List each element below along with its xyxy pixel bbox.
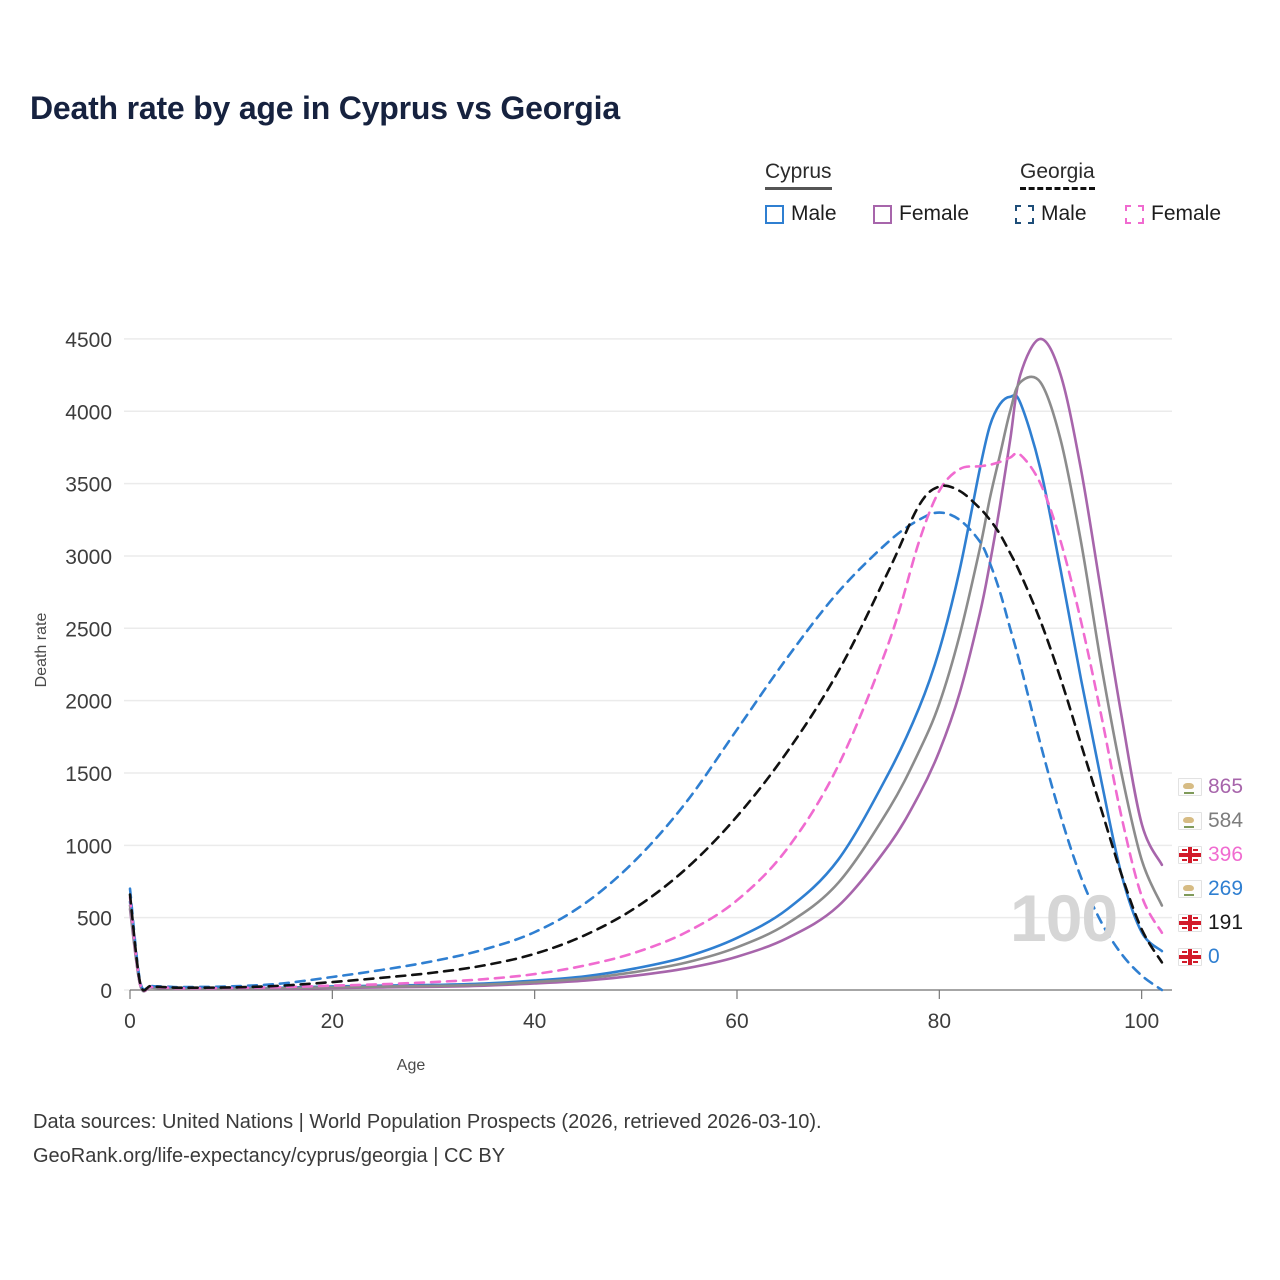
x-tick-label: 60 [725, 1010, 749, 1033]
chart-legend [740, 160, 1260, 245]
legend-item-cyprus-male[interactable] [765, 202, 837, 226]
y-tick-label: 4000 [65, 401, 112, 425]
footer-attribution: GeoRank.org/life-expectancy/cyprus/georgia | CC BY [33, 1145, 506, 1167]
y-axis-label: Death rate [33, 612, 50, 688]
end-label-georgia-total [1178, 911, 1243, 935]
series-line-georgia-combined [130, 486, 1162, 991]
cyprus-flag-icon [1178, 812, 1202, 830]
legend-label-georgia-male: Male [1041, 202, 1087, 225]
end-label-georgia-female [1178, 843, 1243, 867]
y-tick-label: 3000 [65, 545, 112, 569]
end-value-georgia-female: 396 [1208, 843, 1244, 866]
end-label-cyprus-total [1178, 809, 1243, 833]
legend-item-cyprus-female[interactable] [873, 202, 969, 226]
watermark: 100 [1010, 881, 1118, 955]
legend-label-cyprus-female: Female [899, 202, 970, 225]
end-label-georgia-male [1178, 945, 1220, 969]
georgia-flag-icon [1178, 948, 1202, 966]
legend-swatch-georgia-female [1125, 205, 1144, 224]
legend-label-georgia-female: Female [1151, 202, 1222, 225]
x-axis-label: Age [396, 1057, 426, 1074]
y-tick-label: 2000 [65, 690, 112, 714]
end-label-cyprus-male [1178, 877, 1243, 901]
legend-swatch-cyprus-male [765, 205, 784, 224]
end-value-cyprus-female: 865 [1208, 775, 1244, 798]
end-value-georgia-male: 0 [1208, 945, 1220, 968]
y-tick-label: 1500 [65, 762, 112, 786]
x-tick-label: 100 [1124, 1010, 1160, 1033]
georgia-flag-icon [1178, 846, 1202, 864]
y-tick-label: 4500 [65, 328, 112, 352]
end-value-cyprus-male: 269 [1208, 877, 1244, 900]
series-line-cyprus-combined [130, 377, 1162, 991]
y-tick-label: 3500 [65, 473, 112, 497]
end-value-georgia-total: 191 [1208, 911, 1244, 934]
x-tick-label: 80 [927, 1010, 952, 1033]
series-line-georgia-female [130, 453, 1162, 991]
legend-group-georgia: Georgia [1020, 160, 1095, 190]
y-tick-label: 2500 [65, 618, 112, 642]
x-tick-label: 40 [522, 1010, 547, 1033]
legend-group-cyprus: Cyprus [765, 160, 832, 190]
footer-data-sources: Data sources: United Nations | World Population Prospects (2026, retrieved 2026-03-10). [33, 1111, 822, 1133]
cyprus-flag-icon [1178, 778, 1202, 796]
page-title: Death rate by age in Cyprus vs Georgia [30, 90, 620, 126]
end-label-cyprus-female [1178, 775, 1243, 799]
y-tick-label: 0 [100, 980, 112, 1003]
y-tick-label: 1000 [65, 835, 112, 859]
y-tick-label: 500 [76, 907, 112, 931]
legend-swatch-cyprus-female [873, 205, 892, 224]
end-value-cyprus-total: 584 [1208, 809, 1244, 832]
footer [33, 1105, 822, 1173]
series-line-cyprus-female [130, 339, 1162, 991]
x-tick-label: 20 [320, 1010, 345, 1033]
georgia-flag-icon [1178, 914, 1202, 932]
cyprus-flag-icon [1178, 880, 1202, 898]
legend-item-georgia-male[interactable] [1015, 202, 1087, 226]
legend-item-georgia-female[interactable] [1125, 202, 1221, 226]
legend-swatch-georgia-male [1015, 205, 1034, 224]
legend-label-cyprus-male: Male [791, 202, 837, 225]
x-tick-label: 0 [124, 1010, 136, 1033]
